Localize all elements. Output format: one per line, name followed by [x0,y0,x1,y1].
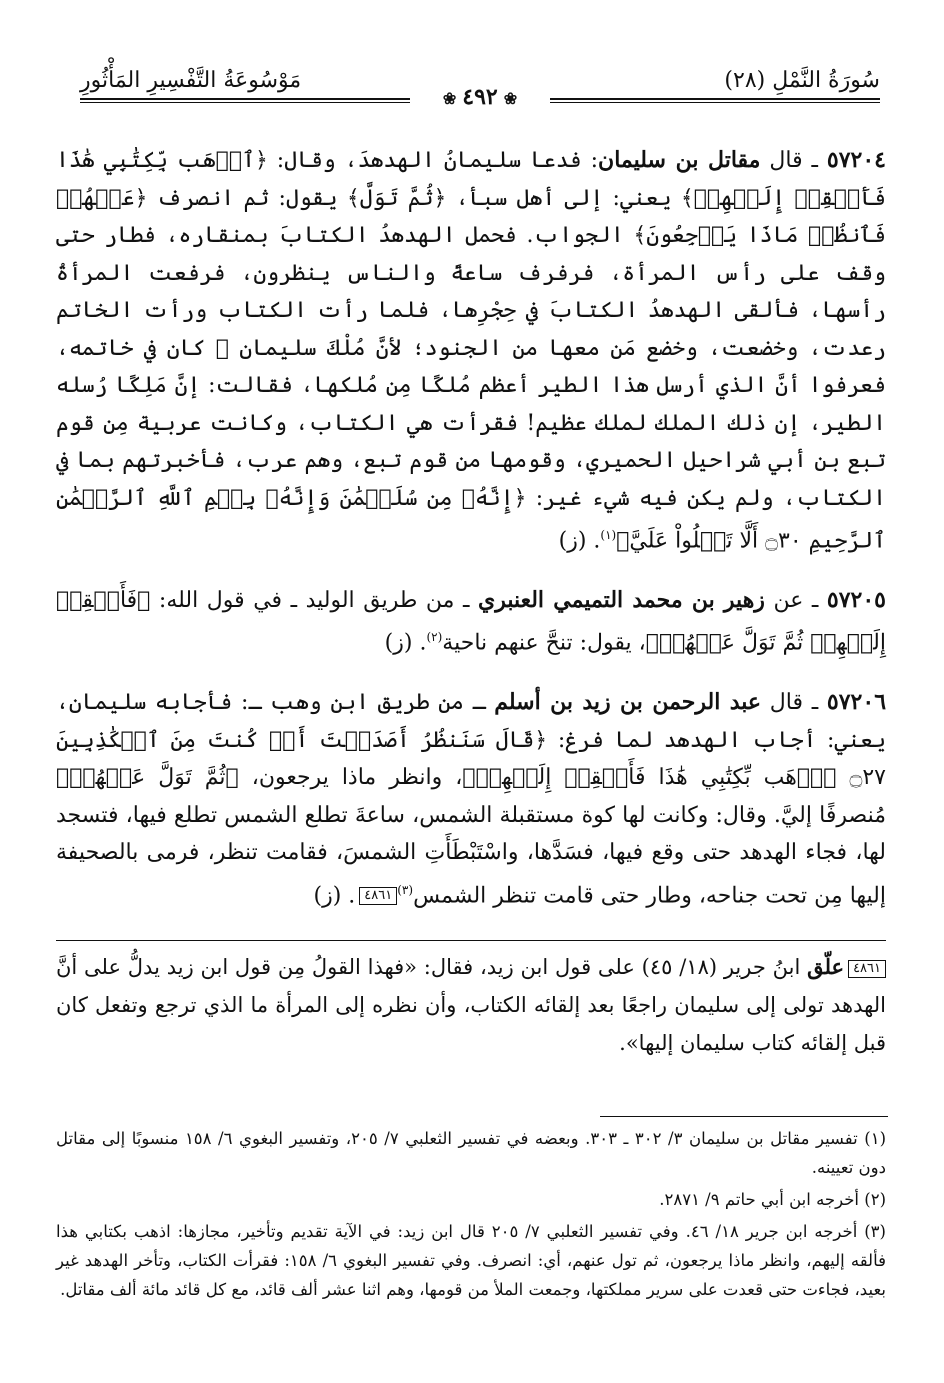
entry-text: ـ من طريق الوليد ـ في قول الله: ﴿فَأَلۡقِهۡ إِلَيۡهِمۡ ثُمَّ تَوَلَّ عَنۡهُمۡ﴾، يقول: تنحَّ عنهم ناحية [56,587,886,656]
entry-intro: ـ قال [761,690,827,716]
entry-intro: ـ عن [764,587,827,613]
note-lead: علّق [807,954,845,979]
footnote-1: (١) تفسير مقاتل بن سليمان ٣/ ٣٠٢ ـ ٣٠٣. وبعضه في تفسير الثعلبي ٧/ ٢٠٥، وتفسير البغوي ٦/ ١٥٨ منسوبًا إلى مقاتل دون تعيينه. [56,1129,886,1177]
note-ref-box[interactable]: ٤٨٦١ [359,887,397,905]
ornament-right-icon: ❀ [503,89,518,108]
ornament-left-icon: ❀ [442,89,457,108]
footnotes [56,1124,886,1307]
footnote-ref[interactable]: (٣) [397,882,414,897]
narrator-name: مقاتل بن سليمان [598,147,761,173]
entry-number: ٥٧٢٠٤ [826,147,886,173]
note-id-box: ٤٨٦١ [848,960,886,978]
footnote-ref[interactable]: (٢) [426,630,443,645]
entry-57206 [56,684,886,914]
header-rule-right [550,98,880,100]
note-text: ابنُ جرير (١٨/ ٤٥) على قول ابن زيد، فقال: «فهذا القولُ مِن قول ابن زيد يدلُّ على أنَّ الهدهد تولى إلى سليمان راجعًا بعد إلقائه الكتاب، وأن نظره إلى المرأة ما الذي ترجع وتفعل كان قبل إلقائه كتاب سليمان إليها». [56,955,886,1055]
entry-number: ٥٧٢٠٥ [826,586,886,613]
footnote-ref[interactable]: (١) [600,528,617,542]
note-divider [56,940,886,941]
entry-tail: . (ز) [558,528,601,554]
main-text [56,142,886,922]
header-rule-left [80,98,410,100]
page-number: ٤٩٢ [462,84,498,110]
entry-tail: . (ز) [384,630,427,656]
entry-tail: . (ز) [313,882,356,908]
entry-text: : فدعا سليمانُ الهدهدَ، وقال: ﴿ٱذۡهَب بِّكِتَٰبِي هَٰذَا فَأَلۡقِهۡ إِلَيۡهِمۡ﴾ يعني: إلى أهل سبأ، ﴿ثُمَّ تَوَلَّ﴾ يقول: ثم انصرف ﴿عَنۡهُمۡ فَٱنظُرۡ مَاذَا يَرۡجِعُونَ﴾ الجواب. فحمل الهدهدُ الكتابَ بمنقاره، فطار حتى وقف على رأس المرأة، فرفرف ساعةً والناس ينظرون، فرفعت المرأةُ رأسها، فألقى الهدهدُ الكتابَ في حِجْرِها، فلما رأت الكتاب ورأت الخاتم رعدت، وخضعت، وخضع مَن معها من الجنود؛ لأنَّ مُلْكَ سليمان ﷺ كان في خاتمه، فعرفوا أنَّ الذي أرسل هذا الطير أعظم مُلكًا مِن مُلكها، فقالت: إنَّ مَلِكًا رُسله الطير، إن ذلك الملك لملك عظيم! فقرأت هي الكتاب، وكانت عربية مِن قوم تبع بن أبي شراحيل الحميري، وقومها من قوم تبع، وهم عرب، فأخبرتهم بما في الكتاب، ولم يكن فيه شيء غير: ﴿إِنَّهُۥ مِن سُلَيۡمَٰنَ وَإِنَّهُۥ بِسۡمِ ٱللَّهِ ٱلرَّحۡمَٰنِ ٱلرَّحِيمِ ۝٣٠ أَلَّا تَعۡلُواْ عَلَيَّ﴾ [56,148,886,554]
book-title: مَوْسُوعَةُ التَّفْسِيرِ المَأْثُورِ [80,68,302,93]
page-header [80,62,880,112]
entry-intro: ـ قال [760,148,827,173]
footnote-3: (٣) أخرجه ابن جرير ١٨/ ٤٦. وفي تفسير الثعلبي ٧/ ٢٠٥ قال ابن زيد: في الآية تقديم وتأخير، مجازها: اذهب بكتابي هذا فألقه إليهم، وانظر ماذا يرجعون، ثم تول عنهم، أي: انصرف. وفي تفسير البغوي ٦/ ١٥٨: فقرأت الكتاب، وتأخر الهدهد غير بعيد، فجاءت حتى قعدت على سرير مملكتها، وجمعت الملأ من قومها، وهم اثنا عشر ألف قائد، مع كل قائد مائة ألف مقاتل. [56,1222,886,1299]
page-number-group [437,84,523,110]
footnote-2: (٢) أخرجه ابن أبي حاتم ٩/ ٢٨٧١. [659,1190,886,1209]
entry-57204 [56,142,886,560]
entry-text: ـ من طريق ابن وهب ـ: فأجابه سليمان، يعني: أجاب الهدهد لما فرغ: ﴿قَالَ سَنَنظُرُ أَصَدَقۡتَ أَمۡ كُنتَ مِنَ ٱلۡكَٰذِبِينَ ۝٢٧ ٱذۡهَب بِّكِتَٰبِي هَٰذَا فَأَلۡقِهۡ إِلَيۡهِمۡ﴾، وانظر ماذا يرجعون، ﴿ثُمَّ تَوَلَّ عَنۡهُمۡ﴾ مُنصرفًا إليَّ. وقال: وكانت لها كوة مستقبلة الشمس، ساعةَ تطلع الشمس تطلع فيها، فتسجد لها، فجاء الهدهد حتى وقع فيها، فسَدَّها، واسْتَبْطَأَتِ الشمسَ، فقامت تنظر، فرمى بالصحيفة إليها مِن تحت جناحه، وطار حتى قامت تنظر الشمس [56,690,886,908]
narrator-name: عبد الرحمن بن زيد بن أسلم [494,689,762,716]
narrator-name: زهير بن محمد التميمي العنبري [477,586,765,613]
entry-57205 [56,582,886,662]
header-rule-right-thin [550,102,880,103]
footnotes-divider [600,1116,888,1117]
commentary-note [56,948,886,1062]
entry-number: ٥٧٢٠٦ [826,689,887,716]
surah-title: سُورَةُ النَّمْلِ (٢٨) [724,68,880,93]
header-rule-left-thin [80,102,410,103]
